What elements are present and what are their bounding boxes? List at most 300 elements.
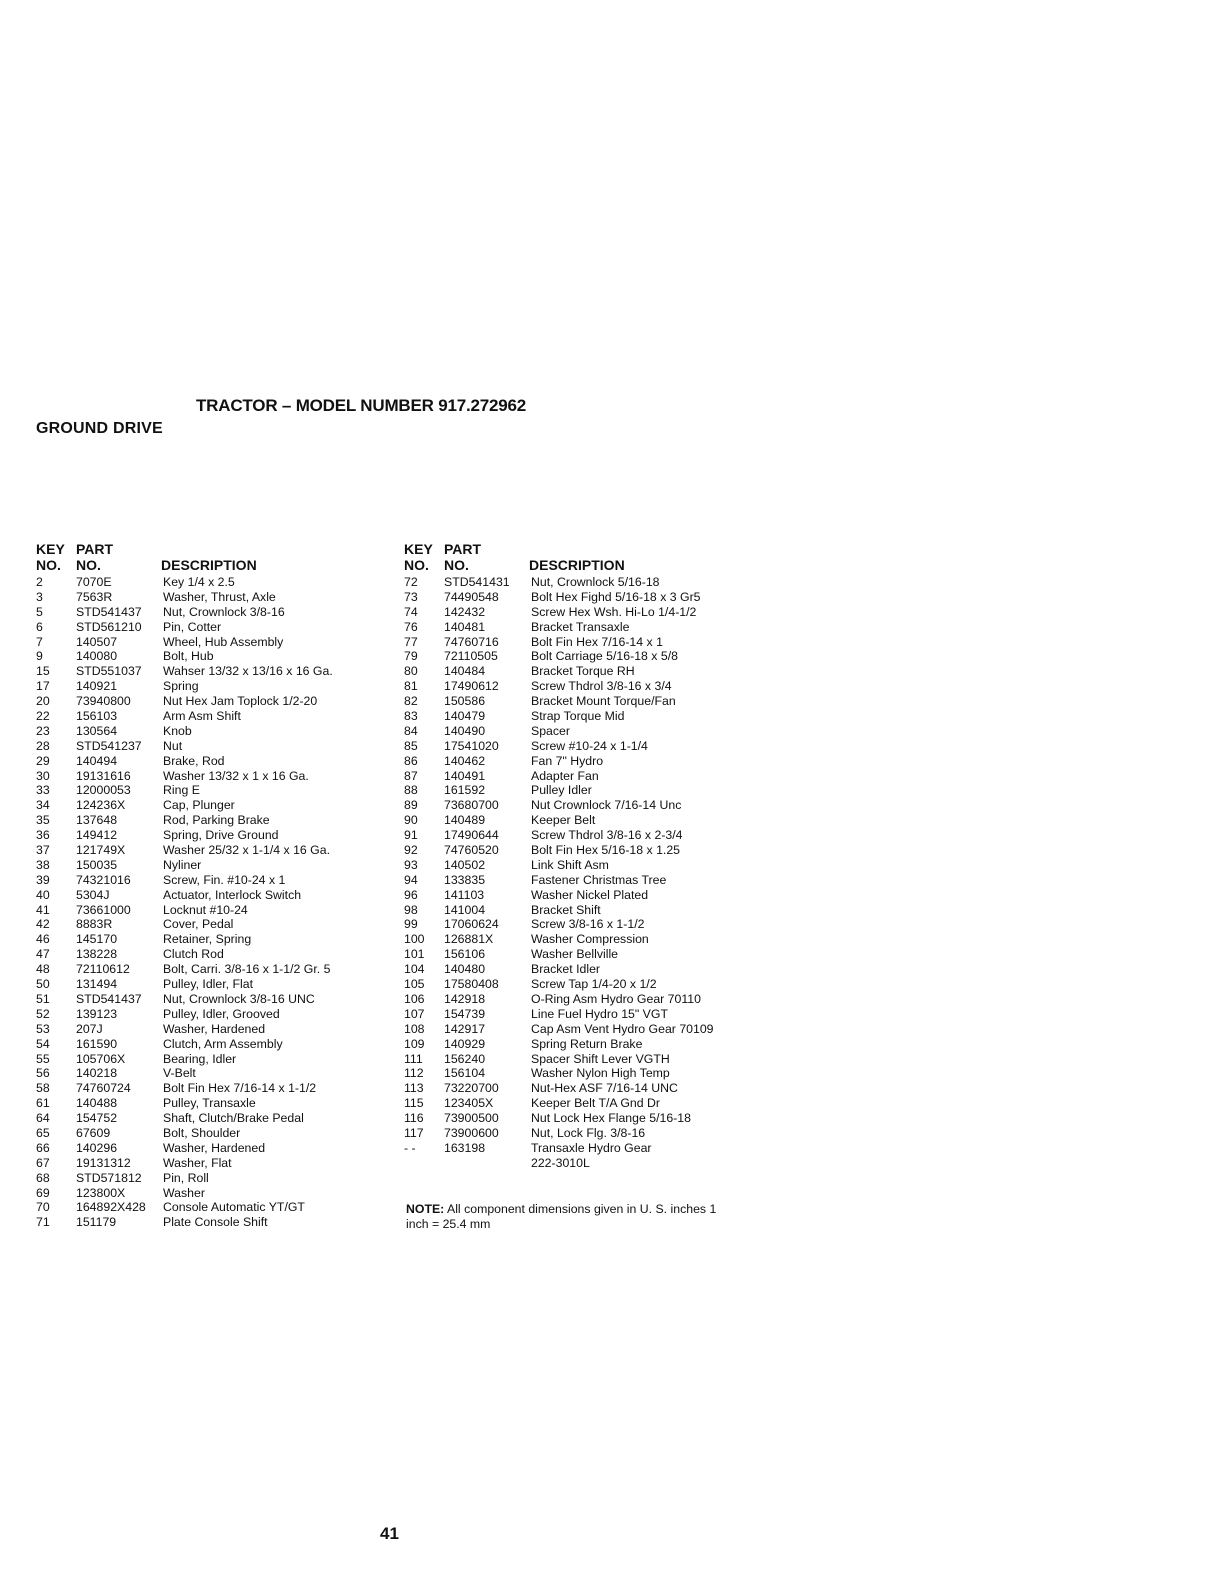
part-number: 142918 (444, 991, 486, 1006)
parts-row (404, 694, 774, 709)
part-description: Spring, Drive Ground (163, 828, 279, 843)
parts-row (36, 1052, 406, 1067)
parts-row (36, 903, 406, 918)
key-number: 36 (36, 828, 50, 843)
part-number: 142917 (444, 1021, 486, 1036)
parts-row (404, 709, 774, 724)
part-number: 73661000 (76, 902, 131, 917)
key-number: 35 (36, 813, 50, 828)
part-number: 140484 (444, 664, 486, 679)
section-subtitle: GROUND DRIVE (36, 420, 163, 437)
part-description: Knob (163, 723, 192, 738)
parts-row (36, 977, 406, 992)
part-number: 140218 (76, 1066, 118, 1081)
part-number: 105706X (76, 1051, 126, 1066)
parts-row (404, 947, 774, 962)
part-number: 156240 (444, 1051, 486, 1066)
part-description: Pulley Idler (531, 783, 592, 798)
parts-row (36, 694, 406, 709)
parts-row (36, 1171, 406, 1186)
part-description: Nut, Crownlock 5/16-18 (531, 575, 660, 589)
part-description: Locknut #10-24 (163, 902, 248, 917)
part-description: Nut-Hex ASF 7/16-14 UNC (531, 1081, 678, 1096)
part-number: 150035 (76, 857, 118, 872)
parts-row (36, 858, 406, 873)
parts-row (36, 962, 406, 977)
part-number: 164892X428 (76, 1200, 146, 1215)
header-part-line2: NO. (76, 557, 101, 573)
part-description: Washer 25/32 x 1-1/4 x 16 Ga. (163, 843, 331, 858)
header-key-line2: NO. (404, 557, 429, 573)
key-number: 7 (36, 634, 43, 649)
part-description: Cover, Pedal (163, 917, 234, 932)
part-description: Pulley, Idler, Flat (163, 977, 253, 992)
key-number: 67 (36, 1155, 50, 1170)
parts-row (36, 813, 406, 828)
key-number: 107 (404, 1006, 425, 1021)
part-description: Plate Console Shift (163, 1215, 268, 1230)
part-description: Washer Bellville (531, 947, 619, 962)
part-number: 73220700 (444, 1081, 499, 1096)
parts-row (36, 1022, 406, 1037)
part-number: STD551037 (76, 664, 142, 679)
part-description: Nut Hex Jam Toplock 1/2-20 (163, 694, 318, 709)
key-number: 42 (36, 917, 50, 932)
part-number: 140489 (444, 813, 486, 828)
parts-row (404, 635, 774, 650)
part-number: 130564 (76, 723, 118, 738)
part-number: 141103 (444, 887, 485, 902)
key-number: 30 (36, 768, 50, 783)
part-number: 17541020 (444, 738, 499, 753)
part-description: Nut, Crownlock 3/8-16 (163, 604, 285, 619)
parts-row (36, 769, 406, 784)
key-number: 17 (36, 679, 50, 694)
parts-row (36, 783, 406, 798)
parts-row (404, 1037, 774, 1052)
part-number: 137648 (76, 813, 118, 828)
parts-row (36, 1081, 406, 1096)
part-number: 139123 (76, 1006, 118, 1021)
part-number: 73900500 (444, 1111, 499, 1126)
part-number: STD561210 (76, 619, 142, 634)
key-number: - - (404, 1140, 416, 1155)
part-number: 140921 (76, 679, 118, 694)
part-description: Washer, Hardened (163, 1140, 266, 1155)
key-number: 70 (36, 1200, 50, 1215)
parts-row (404, 932, 774, 947)
header-key-line1: KEY (36, 541, 65, 557)
part-number: 151179 (76, 1215, 117, 1230)
part-number: 140502 (444, 857, 486, 872)
parts-row (404, 620, 774, 635)
parts-row (36, 1096, 406, 1111)
key-number: 90 (404, 813, 418, 828)
parts-row (404, 1052, 774, 1067)
parts-row (404, 917, 774, 932)
part-description: Bolt Fin Hex 5/16-18 x 1.25 (531, 843, 681, 858)
part-description: Bracket Transaxle (531, 619, 630, 634)
part-description: Screw #10-24 x 1-1/4 (531, 738, 648, 753)
parts-row (404, 769, 774, 784)
page-title: TRACTOR – MODEL NUMBER 917.272962 (196, 396, 527, 415)
parts-row (404, 843, 774, 858)
part-number: 150586 (444, 694, 486, 709)
part-description: Spacer Shift Lever VGTH (531, 1051, 670, 1066)
part-description: Spacer (531, 723, 570, 738)
key-number: 86 (404, 753, 418, 768)
key-number: 68 (36, 1170, 50, 1185)
key-number: 64 (36, 1111, 50, 1126)
key-number: 15 (36, 664, 50, 679)
part-number: 72110505 (444, 649, 498, 664)
part-number: 161592 (444, 783, 486, 798)
part-description: Fan 7" Hydro (531, 753, 604, 768)
key-number: 115 (404, 1096, 424, 1111)
parts-row (36, 679, 406, 694)
part-number: 142432 (444, 604, 486, 619)
key-number: 51 (36, 991, 50, 1006)
key-number: 85 (404, 738, 418, 753)
parts-row (404, 962, 774, 977)
part-description: Bolt Carriage 5/16-18 x 5/8 (531, 649, 678, 664)
part-number: 156103 (76, 709, 118, 724)
part-description: Nut Lock Hex Flange 5/16-18 (531, 1111, 691, 1126)
part-number: STD541431 (444, 575, 510, 589)
part-description: Pin, Roll (163, 1170, 209, 1185)
key-number: 66 (36, 1140, 50, 1155)
parts-row (404, 1007, 774, 1022)
key-number: 84 (404, 723, 418, 738)
parts-row (36, 932, 406, 947)
part-number: 140491 (444, 768, 486, 783)
part-description: Adapter Fan (531, 768, 599, 783)
part-description: Line Fuel Hydro 15" VGT (531, 1006, 668, 1021)
part-description: Keeper Belt T/A Gnd Dr (531, 1096, 660, 1111)
part-number: 154752 (76, 1111, 118, 1126)
key-number: 41 (36, 902, 50, 917)
part-description: Console Automatic YT/GT (163, 1200, 305, 1215)
part-description: Bracket Idler (531, 962, 601, 977)
dimension-note (406, 1202, 736, 1232)
part-number: 161590 (76, 1036, 118, 1051)
part-number: STD541437 (76, 604, 142, 619)
part-description: Screw, Fin. #10-24 x 1 (163, 872, 286, 887)
part-description: Actuator, Interlock Switch (163, 887, 302, 902)
key-number: 96 (404, 887, 418, 902)
parts-row (404, 724, 774, 739)
parts-row (36, 1186, 406, 1201)
parts-row (404, 1066, 774, 1081)
parts-row (36, 873, 406, 888)
part-description: Pulley, Transaxle (163, 1096, 256, 1111)
key-number: 83 (404, 709, 418, 724)
key-number: 28 (36, 738, 50, 753)
key-number: 2 (36, 575, 43, 589)
part-number: STD571812 (76, 1170, 142, 1185)
part-description: Ring E (163, 783, 200, 798)
parts-row (36, 709, 406, 724)
parts-row (404, 1126, 774, 1141)
key-number: 89 (404, 798, 418, 813)
part-description: Brake, Rod (163, 753, 225, 768)
key-number: 6 (36, 619, 43, 634)
part-description: Washer Compression (531, 932, 649, 947)
key-number: 69 (36, 1185, 50, 1200)
part-description: Arm Asm Shift (163, 709, 241, 724)
part-description: Clutch, Arm Assembly (163, 1036, 283, 1051)
parts-row (36, 843, 406, 858)
header-part-line1: PART (76, 541, 114, 557)
part-description: Spring (163, 679, 199, 694)
key-number: 112 (404, 1066, 424, 1081)
part-description: Bracket Mount Torque/Fan (531, 694, 676, 709)
parts-list-right (404, 575, 774, 1171)
part-number: 140296 (76, 1140, 118, 1155)
key-number: 22 (36, 709, 50, 724)
header-description: DESCRIPTION (161, 557, 257, 573)
key-number: 23 (36, 723, 50, 738)
key-number: 104 (404, 962, 425, 977)
part-number: 149412 (76, 828, 118, 843)
key-number: 37 (36, 843, 50, 858)
part-description: Bolt, Carri. 3/8-16 x 1-1/2 Gr. 5 (163, 962, 331, 977)
key-number: 88 (404, 783, 418, 798)
part-description: Nut (163, 738, 183, 753)
parts-row (404, 590, 774, 605)
parts-row (404, 1081, 774, 1096)
key-number: 9 (36, 649, 43, 664)
parts-row (36, 1037, 406, 1052)
part-number: 141004 (444, 902, 486, 917)
key-number: 46 (36, 932, 50, 947)
part-number: 207J (76, 1021, 103, 1036)
key-number: 105 (404, 977, 425, 992)
parts-row (36, 1156, 406, 1171)
column-header (404, 541, 774, 574)
part-description: Bearing, Idler (163, 1051, 237, 1066)
key-number: 54 (36, 1036, 50, 1051)
parts-row (404, 903, 774, 918)
key-number: 98 (404, 902, 418, 917)
key-number: 71 (36, 1215, 50, 1230)
part-number: 74760724 (76, 1081, 131, 1096)
parts-row (36, 1126, 406, 1141)
part-description: Washer, Thrust, Axle (163, 589, 276, 604)
key-number: 99 (404, 917, 418, 932)
part-number: 5304J (76, 887, 110, 902)
part-description-line2: 222-3010L (531, 1155, 590, 1170)
part-description: Pin, Cotter (163, 619, 222, 634)
part-number: 140481 (444, 619, 486, 634)
parts-row (36, 888, 406, 903)
parts-row (36, 992, 406, 1007)
key-number: 109 (404, 1036, 425, 1051)
key-number: 3 (36, 589, 43, 604)
header-part-line1: PART (444, 541, 482, 557)
part-description: Wahser 13/32 x 13/16 x 16 Ga. (163, 664, 333, 679)
key-number: 116 (404, 1111, 424, 1126)
parts-row (404, 679, 774, 694)
parts-row (404, 888, 774, 903)
parts-row (36, 1215, 406, 1230)
parts-row (36, 590, 406, 605)
parts-row (36, 917, 406, 932)
part-description: Clutch Rod (163, 947, 224, 962)
part-number: 19131616 (76, 768, 131, 783)
key-number: 53 (36, 1021, 50, 1036)
part-description: Strap Torque Mid (531, 709, 625, 724)
parts-row (404, 1096, 774, 1111)
key-number: 92 (404, 843, 418, 858)
part-number: 140929 (444, 1036, 486, 1051)
parts-row (36, 724, 406, 739)
key-number: 74 (404, 604, 418, 619)
key-number: 108 (404, 1021, 425, 1036)
key-number: 48 (36, 962, 50, 977)
part-number: 140480 (444, 962, 486, 977)
key-number: 113 (404, 1081, 424, 1096)
parts-row (36, 664, 406, 679)
key-number: 5 (36, 604, 43, 619)
parts-row (404, 783, 774, 798)
parts-row (404, 754, 774, 769)
part-description: Keeper Belt (531, 813, 596, 828)
parts-row (36, 575, 406, 590)
key-number: 106 (404, 991, 425, 1006)
parts-row (36, 1007, 406, 1022)
key-number: 33 (36, 783, 50, 798)
parts-row (404, 858, 774, 873)
part-description: Nyliner (163, 857, 202, 872)
part-description: Bolt Hex Fighd 5/16-18 x 3 Gr5 (531, 589, 701, 604)
parts-column-left (36, 541, 406, 1230)
part-number: STD541237 (76, 738, 142, 753)
column-header (36, 541, 406, 574)
key-number: 65 (36, 1125, 50, 1140)
part-description: Spring Return Brake (531, 1036, 643, 1051)
parts-row (36, 754, 406, 769)
part-description: Washer Nickel Plated (531, 887, 649, 902)
part-description: Shaft, Clutch/Brake Pedal (163, 1111, 304, 1126)
key-number: 34 (36, 798, 50, 813)
part-description: Bolt, Shoulder (163, 1125, 241, 1140)
key-number: 56 (36, 1066, 50, 1081)
parts-row (404, 977, 774, 992)
parts-row (404, 1111, 774, 1126)
header-description: DESCRIPTION (529, 557, 625, 573)
part-number: 12000053 (76, 783, 131, 798)
key-number: 72 (404, 575, 418, 589)
parts-row (36, 1200, 406, 1215)
key-number: 61 (36, 1096, 50, 1111)
part-description: Wheel, Hub Assembly (163, 634, 284, 649)
part-number: STD541437 (76, 991, 142, 1006)
parts-row (36, 739, 406, 754)
part-number: 74760520 (444, 843, 499, 858)
parts-row (404, 605, 774, 620)
key-number: 40 (36, 887, 50, 902)
part-description: Link Shift Asm (531, 857, 609, 872)
key-number: 91 (404, 828, 418, 843)
parts-row (404, 828, 774, 843)
part-number: 140490 (444, 723, 486, 738)
part-number: 140488 (76, 1096, 118, 1111)
parts-row (404, 813, 774, 828)
part-description: Fastener Christmas Tree (531, 872, 667, 887)
key-number: 39 (36, 872, 50, 887)
part-description: Pulley, Idler, Grooved (163, 1006, 280, 1021)
part-number: 123800X (76, 1185, 126, 1200)
part-number: 73900600 (444, 1125, 499, 1140)
part-number: 163198 (444, 1140, 486, 1155)
part-description: Transaxle Hydro Gear (531, 1140, 652, 1155)
part-description: Nut, Lock Flg. 3/8-16 (531, 1125, 646, 1140)
key-number: 81 (404, 679, 418, 694)
part-number: 17580408 (444, 977, 499, 992)
parts-row (404, 873, 774, 888)
note-label: NOTE: (406, 1202, 445, 1216)
part-description: Washer, Flat (163, 1155, 232, 1170)
part-number: 73680700 (444, 798, 499, 813)
parts-row (36, 605, 406, 620)
key-number: 55 (36, 1051, 50, 1066)
part-number: 154739 (444, 1006, 486, 1021)
header-part-line2: NO. (444, 557, 469, 573)
parts-row (36, 635, 406, 650)
part-number: 133835 (444, 872, 486, 887)
part-number: 19131312 (76, 1155, 131, 1170)
parts-row (36, 947, 406, 962)
key-number: 29 (36, 753, 50, 768)
note-text: All component dimensions given in U. S. inches 1 inch = 25.4 mm (406, 1202, 717, 1231)
part-description: Bracket Shift (531, 902, 601, 917)
page-number: 41 (380, 1524, 399, 1543)
part-number: 126881X (444, 932, 494, 947)
parts-list-left (36, 575, 406, 1230)
part-number: 156106 (444, 947, 486, 962)
parts-row (36, 1111, 406, 1126)
parts-row (36, 620, 406, 635)
parts-row (36, 1066, 406, 1081)
parts-row (404, 798, 774, 813)
key-number: 100 (404, 932, 425, 947)
part-description: Rod, Parking Brake (163, 813, 270, 828)
part-number: 140479 (444, 709, 486, 724)
part-description: Bolt Fin Hex 7/16-14 x 1-1/2 (163, 1081, 317, 1096)
key-number: 47 (36, 947, 50, 962)
parts-row (404, 575, 774, 590)
parts-row (36, 1141, 406, 1156)
key-number: 20 (36, 694, 50, 709)
part-description: Bolt Fin Hex 7/16-14 x 1 (531, 634, 663, 649)
part-number: 74760716 (444, 634, 499, 649)
part-description: Bracket Torque RH (531, 664, 635, 679)
part-description: Bolt, Hub (163, 649, 214, 664)
part-number: 121749X (76, 843, 126, 858)
part-description: Screw Thdrol 3/8-16 x 2-3/4 (531, 828, 683, 843)
part-number: 8883R (76, 917, 113, 932)
part-description: Washer (163, 1185, 205, 1200)
part-number: 140080 (76, 649, 118, 664)
part-number: 17490612 (444, 679, 499, 694)
part-description: Nut Crownlock 7/16-14 Unc (531, 798, 682, 813)
header-key-line2: NO. (36, 557, 61, 573)
key-number: 82 (404, 694, 418, 709)
key-number: 94 (404, 872, 418, 887)
part-description: Key 1/4 x 2.5 (163, 575, 235, 589)
part-description: Washer 13/32 x 1 x 16 Ga. (163, 768, 309, 783)
